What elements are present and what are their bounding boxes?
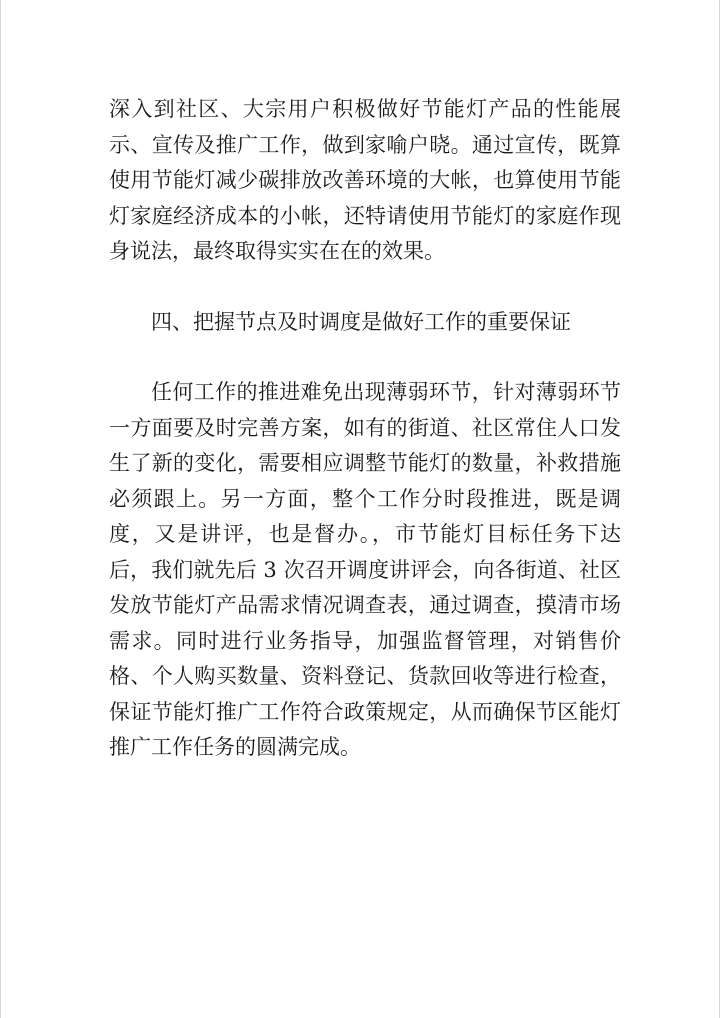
section-heading: 四、把握节点及时调度是做好工作的重要保证 <box>151 309 571 334</box>
document-body <box>109 92 621 766</box>
paragraph-scheduling: 任何工作的推进难免出现薄弱环节，针对薄弱环节一方面要及时完善方案，如有的街道、社区常住人口发生了新的变化，需要相应调整节能灯的数量，补救措施必须跟上。另一方面，整个工作分时段推进，既是调度，又是讲评，也是督办。，市节能灯目标任务下达后，我们就先后 3 次召开调度讲评会，向各街道、社区发放节能灯产品需求情况调查表，通过调查，摸清市场需求。同时进行业务指导，加强监督管理，对销售价格、个人购买数量、资料登记、货款回收等进行检查，保证节能灯推广工作符合政策规定，从而确保节区能灯推广工作任务的圆满完成。 <box>109 380 621 759</box>
paragraph-promotion: 深入到社区、大宗用户积极做好节能灯产品的性能展示、宣传及推广工作，做到家喻户晓。通过宣传，既算使用节能灯减少碳排放改善环境的大帐，也算使用节能灯家庭经济成本的小帐，还特请使用节能灯的家庭作现身说法，最终取得实实在在的效果。 <box>109 97 621 263</box>
